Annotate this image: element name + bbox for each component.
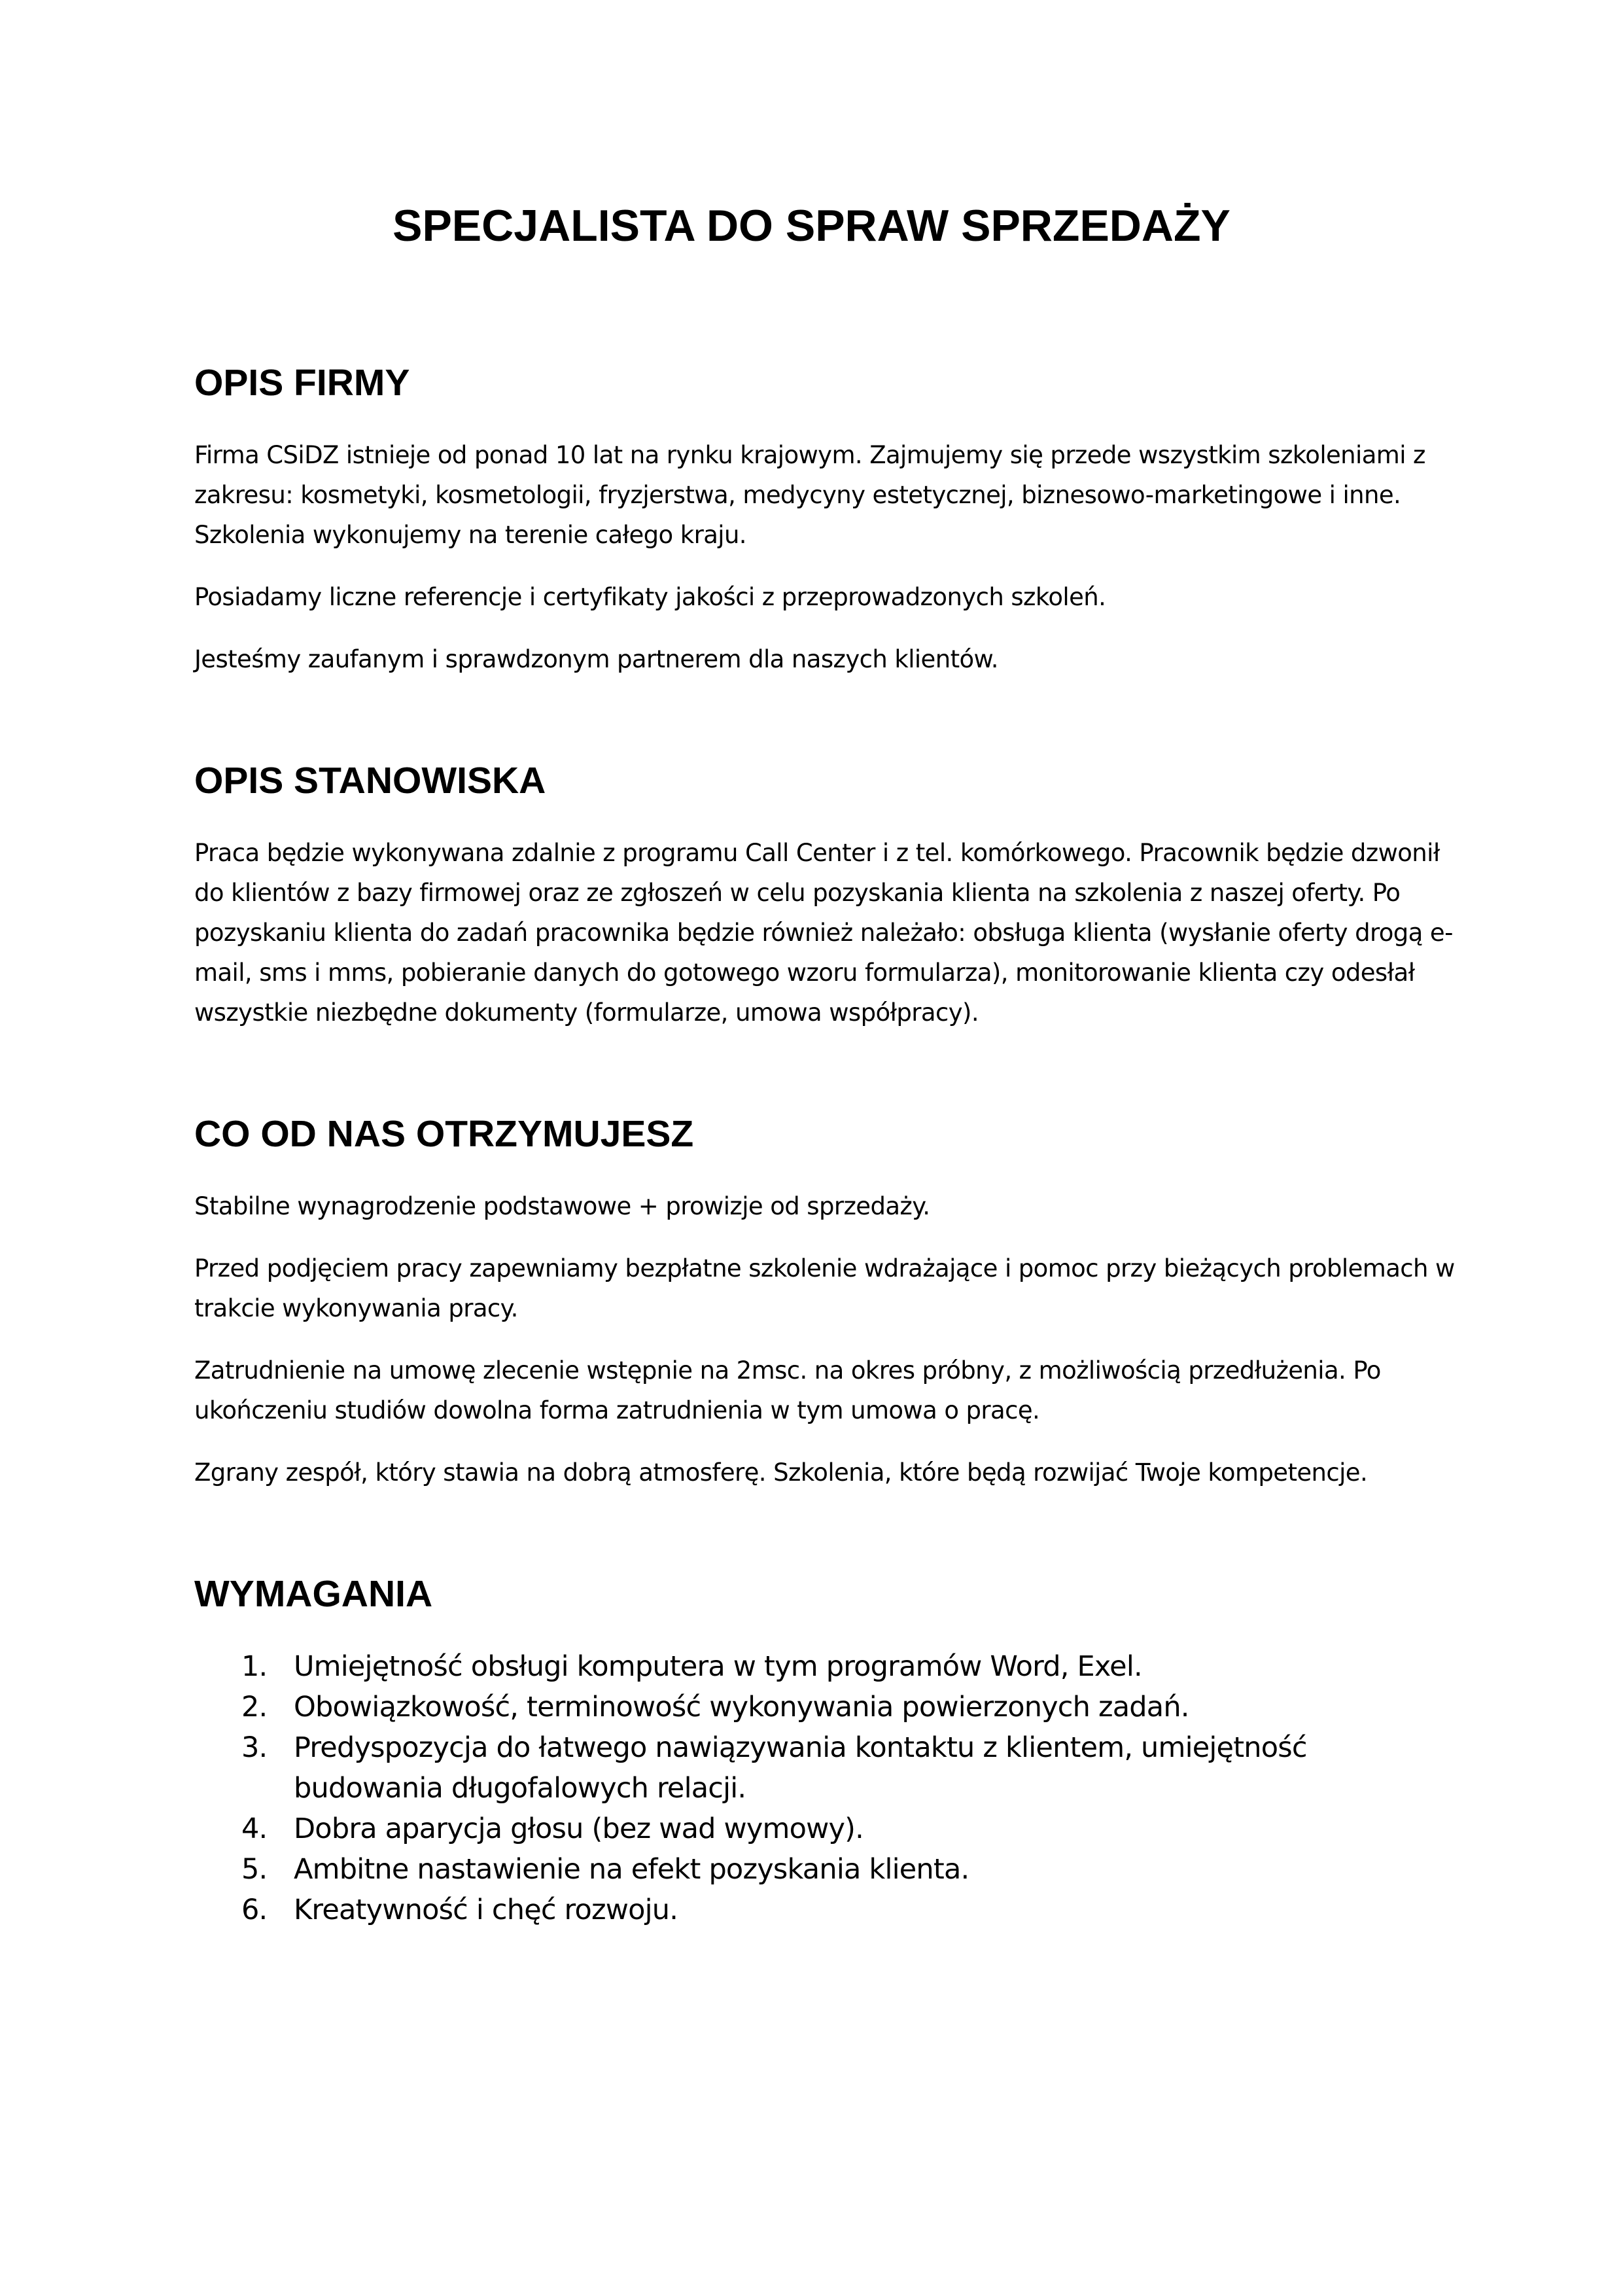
list-item-text: Obowiązkowość, terminowość wykonywania powierzonych zadań.	[294, 1691, 1189, 1723]
list-item-text: Umiejętność obsługi komputera w tym programów Word, Exel.	[294, 1650, 1142, 1683]
list-item-number: 2.	[241, 1691, 268, 1723]
paragraph: Przed podjęciem pracy zapewniamy bezpłatne szkolenie wdrażające i pomoc przy bieżących problemach w trakcie wykonywania pracy.	[194, 1254, 1455, 1322]
paragraph: Praca będzie wykonywana zdalnie z programu Call Center i z tel. komórkowego. Pracownik będzie dzwonił do klientów z bazy firmowej oraz ze zgłoszeń w celu pozyskania klienta na szkolenia z naszej oferty. Po pozyskaniu klienta do zadań pracownika będzie również należało: obsługa klienta (wysłanie oferty drogą e-mail, sms i mms, pobieranie danych do gotowego wzoru formularza), monitorowanie klienta czy odesłał wszystkie niezbędne dokumenty (formularze, umowa współpracy).	[194, 839, 1453, 1027]
list-item	[194, 1809, 1460, 1849]
paragraph: Posiadamy liczne referencje i certyfikaty jakości z przeprowadzonych szkoleń.	[194, 583, 1106, 611]
requirements-list	[194, 1646, 1460, 1930]
paragraph: Firma CSiDZ istnieje od ponad 10 lat na rynku krajowym. Zajmujemy się przede wszystkim szkoleniami z zakresu: kosmetyki, kosmetologii, fryzjerstwa, medycyny estetycznej, biznesowo-marketingowe i inne. Szkolenia wykonujemy na terenie całego kraju.	[194, 441, 1425, 549]
section-heading: OPIS FIRMY	[194, 362, 410, 404]
section-heading: CO OD NAS OTRZYMUJESZ	[194, 1113, 694, 1155]
list-item-number: 6.	[241, 1894, 268, 1926]
list-item-text: Predyspozycja do łatwego nawiązywania kontaktu z klientem, umiejętność budowania długofalowych relacji.	[294, 1731, 1307, 1805]
section-co-od-nas-otrzymujesz	[194, 1108, 1460, 1492]
list-item-number: 5.	[241, 1853, 268, 1886]
document-content	[194, 357, 1460, 2005]
section-heading: OPIS STANOWISKA	[194, 760, 546, 802]
list-item	[194, 1727, 1460, 1809]
section-opis-firmy	[194, 357, 1460, 679]
paragraph: Stabilne wynagrodzenie podstawowe + prowizje od sprzedaży.	[194, 1192, 930, 1220]
list-item-text: Ambitne nastawienie na efekt pozyskania klienta.	[294, 1853, 969, 1886]
list-item	[194, 1687, 1460, 1727]
list-item-number: 4.	[241, 1812, 268, 1845]
list-item	[194, 1646, 1460, 1687]
list-item	[194, 1890, 1460, 1930]
section-wymagania	[194, 1568, 1460, 1930]
paragraph: Zatrudnienie na umowę zlecenie wstępnie na 2msc. na okres próbny, z możliwością przedłużenia. Po ukończeniu studiów dowolna forma zatrudnienia w tym umowa o pracę.	[194, 1356, 1381, 1424]
paragraph: Jesteśmy zaufanym i sprawdzonym partnerem dla naszych klientów.	[194, 645, 998, 673]
list-item-text: Dobra aparycja głosu (bez wad wymowy).	[294, 1812, 864, 1845]
section-heading: WYMAGANIA	[194, 1573, 433, 1615]
section-opis-stanowiska	[194, 754, 1460, 1033]
list-item-number: 1.	[241, 1650, 268, 1683]
page-title: SPECJALISTA DO SPRAW SPRZEDAŻY	[393, 201, 1230, 251]
paragraph: Zgrany zespół, który stawia na dobrą atmosferę. Szkolenia, które będą rozwijać Twoje kompetencje.	[194, 1458, 1368, 1487]
list-item-number: 3.	[241, 1731, 268, 1764]
list-item-text: Kreatywność i chęć rozwoju.	[294, 1894, 678, 1926]
list-item	[194, 1849, 1460, 1890]
